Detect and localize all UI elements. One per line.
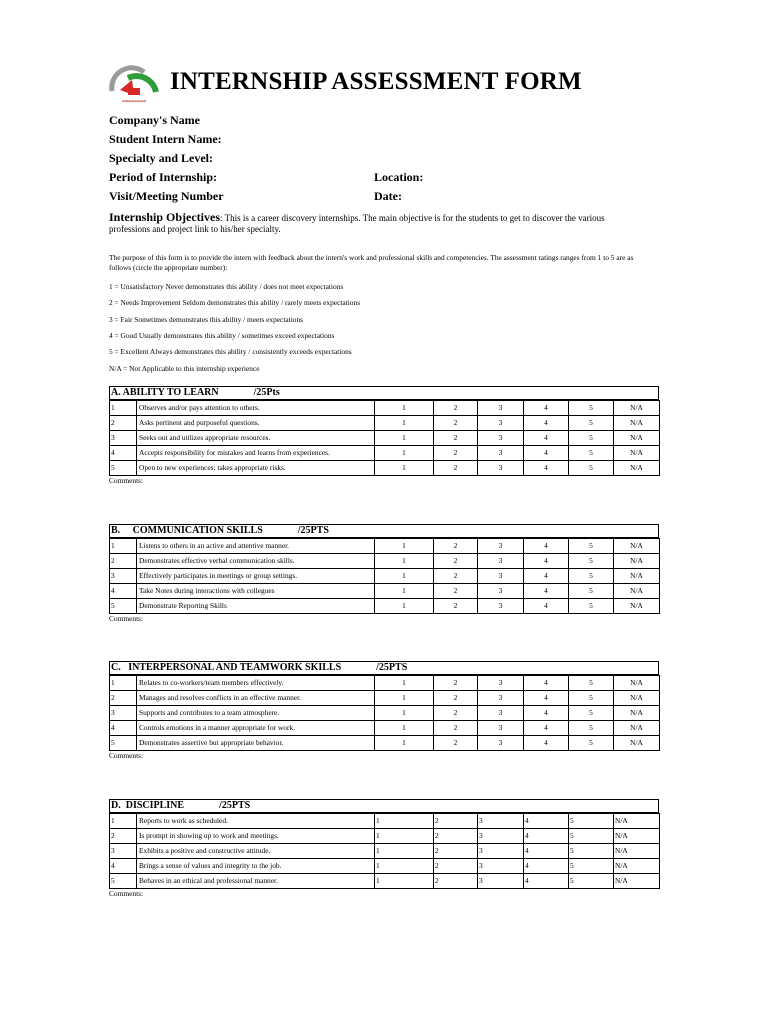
student-name-label: Student Intern Name: — [109, 132, 222, 146]
section-discipline — [109, 799, 659, 898]
rating-option-5[interactable]: 5 — [569, 416, 614, 431]
rating-option-5[interactable]: 5 — [569, 829, 614, 844]
section-interpersonal-teamwork — [109, 661, 659, 760]
item-number: 5 — [110, 874, 137, 889]
item-text: Relates to co-workers/team members effectively. — [137, 676, 375, 691]
table-row — [110, 721, 660, 736]
rating-option-1[interactable]: 1 — [375, 569, 434, 584]
table-row — [110, 431, 660, 446]
rating-table — [109, 813, 660, 889]
svg-text:▬▬▬▬▬▬▬▬: ▬▬▬▬▬▬▬▬ — [121, 99, 147, 103]
rating-option-1[interactable]: 1 — [375, 416, 434, 431]
item-number: 2 — [110, 691, 137, 706]
item-number: 4 — [110, 721, 137, 736]
rating-option-na[interactable]: N/A — [614, 446, 660, 461]
item-text: Effectively participates in meetings or group settings. — [137, 569, 375, 584]
rating-option-5[interactable]: 5 — [569, 599, 614, 614]
rating-option-3[interactable]: 3 — [478, 814, 524, 829]
item-number: 3 — [110, 844, 137, 859]
table-row — [110, 554, 660, 569]
rating-option-1[interactable]: 1 — [375, 446, 434, 461]
section-heading: B. COMMUNICATION SKILLS /25PTS — [109, 524, 659, 538]
rating-option-2[interactable]: 2 — [434, 721, 478, 736]
rating-option-1[interactable]: 1 — [375, 461, 434, 476]
item-number: 3 — [110, 569, 137, 584]
section-ability-to-learn — [109, 386, 659, 485]
item-text: Is prompt in showing up to work and meetings. — [137, 829, 375, 844]
rating-option-5[interactable]: 5 — [569, 844, 614, 859]
table-row — [110, 416, 660, 431]
item-number: 1 — [110, 539, 137, 554]
table-row — [110, 676, 660, 691]
scale-item: 4 = Good Usually demonstrates this ability / sometimes exceed expectations — [109, 331, 335, 340]
period-label: Period of Internship: — [109, 170, 217, 184]
company-name-label: Company's Name — [109, 113, 201, 127]
item-text: Open to new experiences; takes appropriate risks. — [137, 461, 375, 476]
rating-option-1[interactable]: 1 — [375, 844, 434, 859]
rating-option-na[interactable]: N/A — [614, 599, 660, 614]
item-number: 5 — [110, 461, 137, 476]
item-number: 5 — [110, 599, 137, 614]
rating-option-1[interactable]: 1 — [375, 736, 434, 751]
rating-option-4[interactable]: 4 — [524, 844, 569, 859]
item-number: 2 — [110, 554, 137, 569]
table-row — [110, 829, 660, 844]
rating-option-3[interactable]: 3 — [478, 706, 524, 721]
rating-option-4[interactable]: 4 — [524, 446, 569, 461]
rating-option-4[interactable]: 4 — [524, 706, 569, 721]
table-row — [110, 859, 660, 874]
comments-label: Comments: — [109, 476, 144, 485]
rating-option-5[interactable]: 5 — [569, 584, 614, 599]
table-row — [110, 844, 660, 859]
rating-option-2[interactable]: 2 — [434, 569, 478, 584]
rating-option-1[interactable]: 1 — [375, 401, 434, 416]
rating-option-2[interactable]: 2 — [434, 431, 478, 446]
section-heading: D. DISCIPLINE /25PTS — [109, 799, 659, 813]
item-text: Asks pertinent and purposeful questions. — [137, 416, 375, 431]
rating-option-na[interactable]: N/A — [614, 569, 660, 584]
rating-option-1[interactable]: 1 — [375, 829, 434, 844]
rating-option-5[interactable]: 5 — [569, 736, 614, 751]
rating-option-1[interactable]: 1 — [375, 691, 434, 706]
rating-option-4[interactable]: 4 — [524, 829, 569, 844]
rating-option-na[interactable]: N/A — [614, 721, 660, 736]
rating-option-1[interactable]: 1 — [375, 706, 434, 721]
rating-option-3[interactable]: 3 — [478, 569, 524, 584]
rating-option-1[interactable]: 1 — [375, 814, 434, 829]
comments-label: Comments: — [109, 614, 144, 623]
rating-option-4[interactable]: 4 — [524, 431, 569, 446]
table-row — [110, 736, 660, 751]
rating-option-3[interactable]: 3 — [478, 599, 524, 614]
table-row — [110, 874, 660, 889]
rating-option-1[interactable]: 1 — [375, 554, 434, 569]
rating-option-2[interactable]: 2 — [434, 691, 478, 706]
rating-option-2[interactable]: 2 — [434, 706, 478, 721]
rating-option-4[interactable]: 4 — [524, 584, 569, 599]
section-heading: C. INTERPERSONAL AND TEAMWORK SKILLS /25PTS — [109, 661, 659, 675]
objectives-text: : This is a career discovery internships. The main objective is for the students to get to discover the various professions and project link to his/her specialty. — [109, 213, 605, 234]
rating-option-2[interactable]: 2 — [434, 554, 478, 569]
rating-option-2[interactable]: 2 — [434, 736, 478, 751]
rating-option-3[interactable]: 3 — [478, 401, 524, 416]
rating-option-na[interactable]: N/A — [614, 814, 660, 829]
rating-option-2[interactable]: 2 — [434, 446, 478, 461]
rating-option-4[interactable]: 4 — [524, 539, 569, 554]
rating-option-na[interactable]: N/A — [614, 431, 660, 446]
rating-option-5[interactable]: 5 — [569, 401, 614, 416]
rating-option-3[interactable]: 3 — [478, 584, 524, 599]
rating-option-3[interactable]: 3 — [478, 844, 524, 859]
organization-logo — [108, 64, 160, 104]
section-heading: A. ABILITY TO LEARN /25Pts — [109, 386, 659, 400]
rating-option-2[interactable]: 2 — [434, 461, 478, 476]
rating-option-5[interactable]: 5 — [569, 721, 614, 736]
item-number: 2 — [110, 829, 137, 844]
rating-option-4[interactable]: 4 — [524, 736, 569, 751]
table-row — [110, 814, 660, 829]
rating-option-3[interactable]: 3 — [478, 539, 524, 554]
rating-option-1[interactable]: 1 — [375, 676, 434, 691]
item-text: Brings a sense of values and integrity to the job. — [137, 859, 375, 874]
item-number: 3 — [110, 706, 137, 721]
item-text: Demonstrate Reporting Skills — [137, 599, 375, 614]
rating-option-2[interactable]: 2 — [434, 676, 478, 691]
rating-option-5[interactable]: 5 — [569, 691, 614, 706]
table-row — [110, 569, 660, 584]
purpose-text: The purpose of this form is to provide the intern with feedback about the intern's work and professional skills and competencies. The assessment ratings ranges from 1 to 5 are as follows (circle the appropriate number): — [109, 253, 634, 272]
item-text: Manages and resolves conflicts in an effective manner. — [137, 691, 375, 706]
rating-option-na[interactable]: N/A — [614, 691, 660, 706]
rating-table — [109, 400, 660, 476]
visit-meeting-label: Visit/Meeting Number — [109, 189, 224, 203]
scale-item: 3 = Fair Sometimes demonstrates this ability / meets expectations — [109, 315, 304, 324]
rating-option-1[interactable]: 1 — [375, 859, 434, 874]
rating-option-5[interactable]: 5 — [569, 569, 614, 584]
rating-option-3[interactable]: 3 — [478, 829, 524, 844]
rating-option-4[interactable]: 4 — [524, 461, 569, 476]
rating-option-na[interactable]: N/A — [614, 706, 660, 721]
rating-option-4[interactable]: 4 — [524, 401, 569, 416]
rating-option-4[interactable]: 4 — [524, 676, 569, 691]
item-text: Demonstrates assertive but appropriate behavior. — [137, 736, 375, 751]
rating-option-3[interactable]: 3 — [478, 431, 524, 446]
rating-option-5[interactable]: 5 — [569, 814, 614, 829]
rating-option-2[interactable]: 2 — [434, 416, 478, 431]
comments-label: Comments: — [109, 889, 144, 898]
rating-option-4[interactable]: 4 — [524, 416, 569, 431]
rating-option-4[interactable]: 4 — [524, 874, 569, 889]
scale-item: 2 = Needs Improvement Seldom demonstrates this ability / rarely meets expectations — [109, 298, 361, 307]
rating-option-4[interactable]: 4 — [524, 814, 569, 829]
rating-option-2[interactable]: 2 — [434, 814, 478, 829]
table-row — [110, 599, 660, 614]
item-number: 1 — [110, 676, 137, 691]
table-row — [110, 401, 660, 416]
item-number: 4 — [110, 859, 137, 874]
rating-option-5[interactable]: 5 — [569, 539, 614, 554]
rating-option-4[interactable]: 4 — [524, 599, 569, 614]
rating-option-4[interactable]: 4 — [524, 859, 569, 874]
rating-option-5[interactable]: 5 — [569, 446, 614, 461]
item-number: 1 — [110, 814, 137, 829]
rating-option-3[interactable]: 3 — [478, 446, 524, 461]
rating-option-1[interactable]: 1 — [375, 584, 434, 599]
rating-option-na[interactable]: N/A — [614, 676, 660, 691]
rating-option-na[interactable]: N/A — [614, 461, 660, 476]
item-text: Take Notes during interactions with collegues — [137, 584, 375, 599]
rating-option-na[interactable]: N/A — [614, 874, 660, 889]
rating-table — [109, 675, 660, 751]
rating-option-2[interactable]: 2 — [434, 401, 478, 416]
rating-option-4[interactable]: 4 — [524, 569, 569, 584]
rating-option-3[interactable]: 3 — [478, 859, 524, 874]
rating-option-3[interactable]: 3 — [478, 676, 524, 691]
table-row — [110, 706, 660, 721]
internship-objectives — [109, 212, 639, 235]
rating-option-na[interactable]: N/A — [614, 859, 660, 874]
rating-option-1[interactable]: 1 — [375, 721, 434, 736]
rating-option-na[interactable]: N/A — [614, 736, 660, 751]
rating-option-na[interactable]: N/A — [614, 829, 660, 844]
rating-option-2[interactable]: 2 — [434, 584, 478, 599]
item-text: Behaves in an ethical and professional manner. — [137, 874, 375, 889]
rating-option-2[interactable]: 2 — [434, 539, 478, 554]
specialty-level-label: Specialty and Level: — [109, 151, 213, 165]
item-text: Controls emotions in a manner appropriate for work. — [137, 721, 375, 736]
item-text: Exhibits a positive and constructive attitude. — [137, 844, 375, 859]
rating-option-2[interactable]: 2 — [434, 599, 478, 614]
rating-option-4[interactable]: 4 — [524, 691, 569, 706]
item-text: Listens to others in an active and attentive manner. — [137, 539, 375, 554]
item-text: Supports and contributes to a team atmosphere. — [137, 706, 375, 721]
rating-option-na[interactable]: N/A — [614, 554, 660, 569]
scale-item: N/A = Not Applicable to this internship experience — [109, 364, 260, 373]
item-number: 1 — [110, 401, 137, 416]
rating-option-3[interactable]: 3 — [478, 736, 524, 751]
rating-option-1[interactable]: 1 — [375, 874, 434, 889]
rating-option-4[interactable]: 4 — [524, 721, 569, 736]
rating-option-3[interactable]: 3 — [478, 721, 524, 736]
item-number: 3 — [110, 431, 137, 446]
rating-table — [109, 538, 660, 614]
rating-option-5[interactable]: 5 — [569, 859, 614, 874]
rating-option-na[interactable]: N/A — [614, 844, 660, 859]
rating-option-na[interactable]: N/A — [614, 539, 660, 554]
rating-option-3[interactable]: 3 — [478, 461, 524, 476]
table-row — [110, 461, 660, 476]
rating-option-5[interactable]: 5 — [569, 554, 614, 569]
table-row — [110, 446, 660, 461]
location-label: Location: — [374, 170, 424, 184]
rating-option-3[interactable]: 3 — [478, 691, 524, 706]
rating-option-2[interactable]: 2 — [434, 859, 478, 874]
table-row — [110, 691, 660, 706]
rating-option-na[interactable]: N/A — [614, 584, 660, 599]
rating-option-5[interactable]: 5 — [569, 874, 614, 889]
item-number: 5 — [110, 736, 137, 751]
rating-option-5[interactable]: 5 — [569, 431, 614, 446]
item-number: 4 — [110, 584, 137, 599]
item-text: Reports to work as scheduled. — [137, 814, 375, 829]
date-label: Date: — [374, 189, 402, 203]
objectives-heading: Internship Objectives — [109, 210, 220, 224]
section-communication-skills — [109, 524, 659, 623]
rating-option-5[interactable]: 5 — [569, 461, 614, 476]
item-text: Observes and/or pays attention to others. — [137, 401, 375, 416]
rating-option-2[interactable]: 2 — [434, 829, 478, 844]
rating-option-1[interactable]: 1 — [375, 539, 434, 554]
rating-option-2[interactable]: 2 — [434, 874, 478, 889]
rating-option-5[interactable]: 5 — [569, 676, 614, 691]
scale-item: 5 = Excellent Always demonstrates this ability / consistently exceeds expectations — [109, 347, 352, 356]
rating-option-1[interactable]: 1 — [375, 431, 434, 446]
rating-option-3[interactable]: 3 — [478, 554, 524, 569]
scale-item: 1 = Unsatisfactory Never demonstrates this ability / does not meet expectations — [109, 282, 344, 291]
rating-option-3[interactable]: 3 — [478, 416, 524, 431]
rating-option-na[interactable]: N/A — [614, 401, 660, 416]
rating-option-4[interactable]: 4 — [524, 554, 569, 569]
item-text: Seeks out and utilizes appropriate resources. — [137, 431, 375, 446]
item-text: Accepts responsibility for mistakes and learns from experiences. — [137, 446, 375, 461]
rating-option-1[interactable]: 1 — [375, 599, 434, 614]
rating-option-5[interactable]: 5 — [569, 706, 614, 721]
item-number: 4 — [110, 446, 137, 461]
rating-option-2[interactable]: 2 — [434, 844, 478, 859]
form-title: INTERNSHIP ASSESSMENT FORM — [170, 68, 582, 95]
rating-option-na[interactable]: N/A — [614, 416, 660, 431]
item-number: 2 — [110, 416, 137, 431]
table-row — [110, 584, 660, 599]
item-text: Demonstrates effective verbal communication skills. — [137, 554, 375, 569]
rating-option-3[interactable]: 3 — [478, 874, 524, 889]
table-row — [110, 539, 660, 554]
comments-label: Comments: — [109, 751, 144, 760]
